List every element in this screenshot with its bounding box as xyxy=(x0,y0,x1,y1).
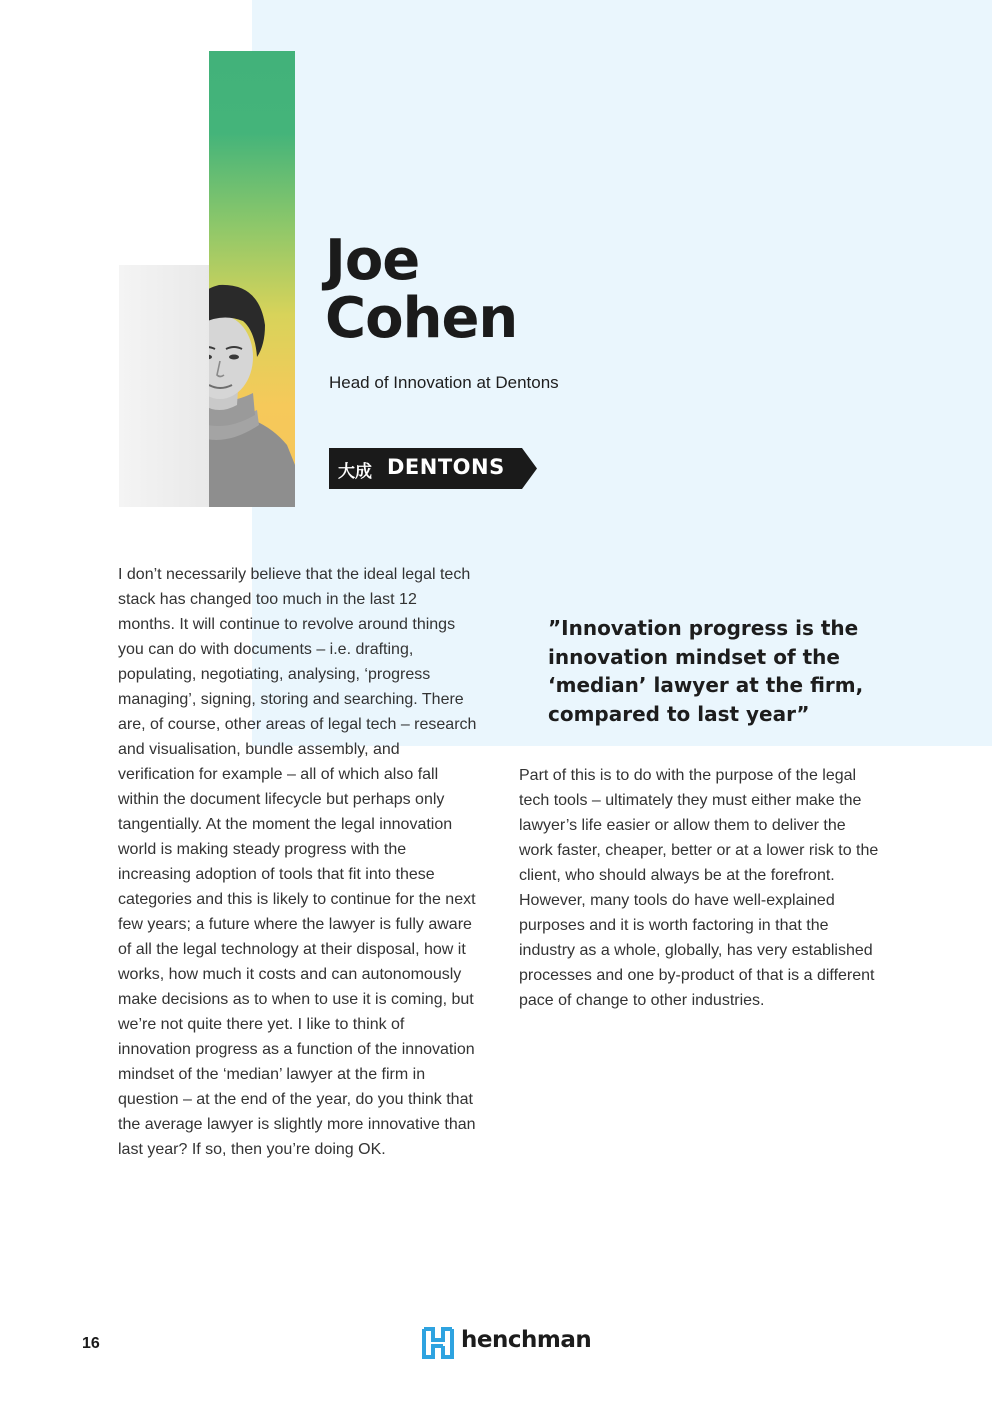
portrait-backdrop xyxy=(119,265,209,507)
brand-name: henchman xyxy=(461,1327,592,1353)
first-name: Joe xyxy=(325,228,420,293)
person-role: Head of Innovation at Dentons xyxy=(329,373,559,392)
logo-name-text: DENTONS xyxy=(387,455,505,479)
person-name xyxy=(325,228,518,351)
article-right-column: Part of this is to do with the purpose of the legal tech tools – ultimately they must either make the lawyer’s life easier or allow them to deliver the work faster, cheaper, better or at a lower risk to the client, who should always be at the forefront. However, many tools do have well-explained purposes and it is worth factoring in that the industry as a whole, globally, has very established processes and one by-product of that is a different pace of change to other industries. xyxy=(519,767,879,1009)
dentons-logo xyxy=(329,448,537,489)
page-number: 16 xyxy=(82,1335,100,1352)
portrait-photo xyxy=(119,265,295,507)
henchman-logo-icon xyxy=(421,1326,455,1360)
logo-cjk-text: 大成 xyxy=(338,462,372,482)
last-name: Cohen xyxy=(325,286,518,351)
article-left-column: I don’t necessarily believe that the ideal legal tech stack has changed too much in the last 12 months. It will continue to revolve around things you can do with documents – i.e. drafting, populating, negotiating, analysing, ‘progress managing’, signing, storing and searching. There are, of course, other areas of legal tech – research and visualisation, bundle assembly, and verification for example – all of which also fall within the document lifecycle but perhaps only tangentially. At the moment the legal innovation world is making steady progress with the increasing adoption of tools that fit into these categories and this is likely to continue for the next few years; a future where the lawyer is fully aware of all the legal technology at their disposal, how it works, how much it costs and can autonomously make decisions as to when to use it is coming, but we’re not quite there yet. I like to think of innovation progress as a function of the innovation mindset of the ‘median’ lawyer at the firm in question – at the end of the year, do you think that the average lawyer is slightly more innovative than last year? If so, then you’re doing OK. xyxy=(118,566,477,1158)
henchman-brand xyxy=(421,1326,592,1360)
pull-quote: ”Innovation progress is the innovation mindset of the ‘median’ lawyer at the firm, compared to last year” xyxy=(548,616,864,726)
